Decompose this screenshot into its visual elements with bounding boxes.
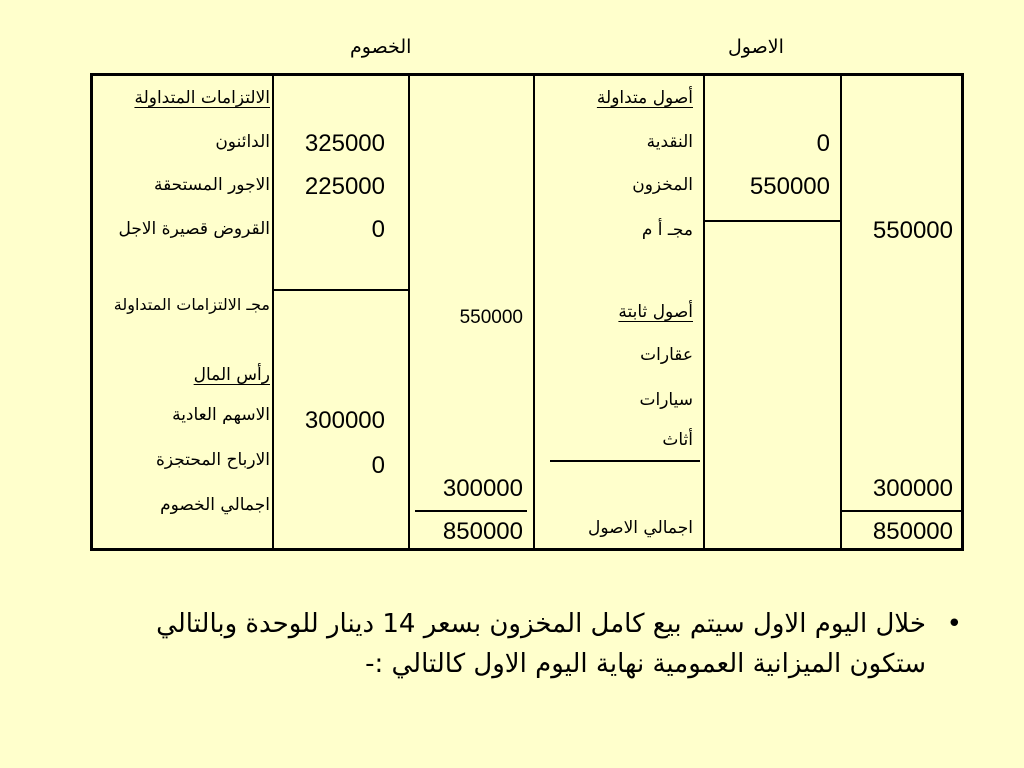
column-divider	[272, 73, 274, 551]
current-assets-total-value: 550000	[872, 217, 953, 244]
creditors-value: 325000	[304, 130, 385, 157]
total-assets-value: 850000	[872, 518, 953, 545]
column-divider	[840, 73, 842, 551]
real-estate-label: عقارات	[640, 345, 693, 365]
column-divider	[703, 73, 705, 551]
accrued-wages-label: الاجور المستحقة	[153, 175, 270, 195]
current-liabilities-title: الالتزامات المتداولة	[134, 88, 270, 108]
bullet-paragraph	[110, 604, 960, 684]
inventory-label: المخزون	[632, 175, 693, 195]
fixed-assets-title: أصول ثابتة	[618, 302, 693, 322]
common-stock-value: 300000	[304, 407, 385, 434]
inventory-value: 550000	[749, 173, 830, 200]
current-assets-title: أصول متداولة	[596, 88, 693, 108]
subtotal-rule	[705, 220, 840, 222]
fixed-assets-total-value: 300000	[872, 475, 953, 502]
total-rule	[840, 510, 964, 512]
current-liabilities-total-value: 550000	[459, 307, 523, 328]
creditors-label: الدائنون	[215, 132, 270, 152]
retained-earnings-label: الارباح المحتجزة	[155, 450, 270, 470]
liabilities-header: الخصوم	[350, 36, 412, 58]
accrued-wages-value: 225000	[304, 173, 385, 200]
capital-total-value: 300000	[442, 475, 523, 502]
fixed-assets-rule	[550, 460, 700, 462]
retained-earnings-value: 0	[371, 452, 385, 479]
cash-label: النقدية	[646, 132, 693, 152]
bullet-text: خلال اليوم الاول سيتم بيع كامل المخزون بسعر 14 دينار للوحدة وبالتالي ستكون الميزانية العمومية نهاية اليوم الاول كالتالي :-	[156, 609, 926, 679]
assets-header: الاصول	[728, 36, 784, 58]
total-rule	[415, 510, 527, 512]
current-liabilities-total-label: مجـ الالتزامات المتداولة	[113, 295, 270, 314]
column-divider	[408, 73, 410, 551]
short-loans-label: القروض قصيرة الاجل	[118, 219, 270, 239]
capital-title: رأس المال	[193, 365, 270, 385]
current-assets-total-label: مجـ أ م	[641, 220, 693, 240]
subtotal-rule	[274, 289, 408, 291]
cash-value: 0	[816, 130, 830, 157]
short-loans-value: 0	[371, 216, 385, 243]
cars-label: سيارات	[639, 390, 693, 410]
total-liabilities-label: اجمالي الخصوم	[160, 495, 270, 515]
column-divider	[533, 73, 535, 551]
total-assets-label: اجمالي الاصول	[588, 518, 693, 538]
bullet-icon: •	[946, 609, 962, 639]
total-liabilities-value: 850000	[442, 518, 523, 545]
furniture-label: أثاث	[662, 430, 693, 450]
common-stock-label: الاسهم العادية	[172, 405, 270, 425]
